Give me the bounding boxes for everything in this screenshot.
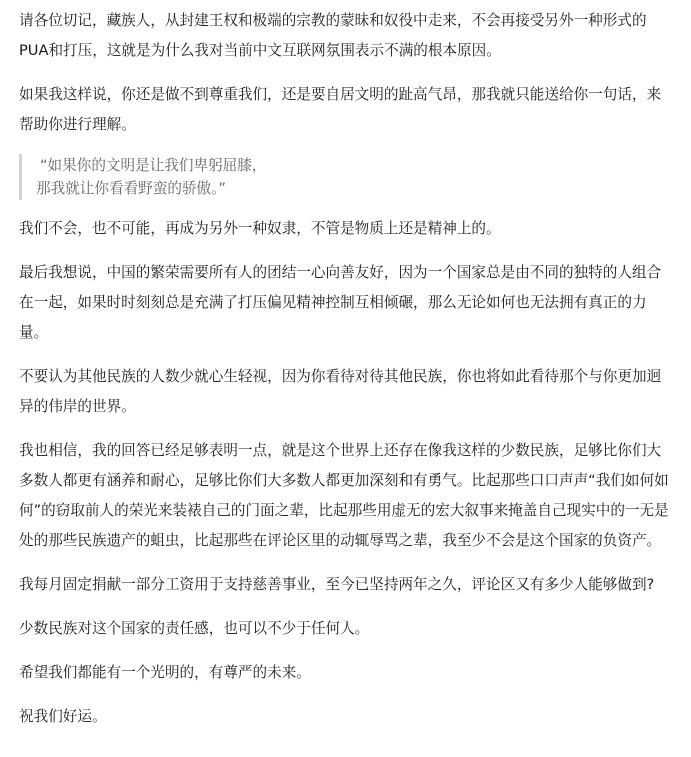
- quote-line: “如果你的文明是让我们卑躬屈膝，: [40, 157, 267, 174]
- paragraph: 我也相信，我的回答已经足够表明一点，就是这个世界上还存在像我这样的少数民族，足够比你们大多数人都更有涵养和耐心，足够比你们大多数人都更加深刻和有勇气。比起那些口口声声“我们如何如何”的窃取前人的荣光来装裱自己的门面之辈，比起那些用虚无的宏大叙事来掩盖自己现实中的一无是处的那些民族遗产的蛆虫，比起那些在评论区里的动辄辱骂之辈，我至少不会是这个国家的负资产。: [19, 442, 669, 549]
- blockquote: [19, 154, 671, 200]
- paragraph-closing: 祝我们好运。: [19, 708, 107, 725]
- paragraph-lead-in: 如果我这样说，你还是做不到尊重我们，还是要自居文明的趾高气昂，那我就只能送给你一句话，来帮助你进行理解。: [19, 86, 662, 133]
- paragraph-intro: 请各位切记，藏族人，从封建王权和极端的宗教的蒙昧和奴役中走来，不会再接受另外一种形式的PUA和打压，这就是为什么我对当前中文互联网氛围表示不满的根本原因。: [19, 12, 647, 59]
- paragraph: 少数民族对这个国家的责任感，也可以不少于任何人。: [19, 620, 370, 637]
- paragraph: 不要认为其他民族的人数少就心生轻视，因为你看待对待其他民族，你也将如此看待那个与你更加迥异的伟岸的世界。: [19, 368, 662, 415]
- paragraph: 我每月固定捐献一部分工资用于支持慈善事业，至今已坚持两年之久，评论区又有多少人能够做到?: [19, 576, 655, 593]
- paragraph: 希望我们都能有一个光明的，有尊严的未来。: [19, 664, 311, 681]
- quote-line: 那我就让你看看野蛮的骄傲。”: [36, 180, 226, 197]
- paragraph: 最后我想说，中国的繁荣需要所有人的团结一心向善友好，因为一个国家总是由不同的独特的人组合在一起，如果时时刻刻总是充满了打压偏见精神控制互相倾碾，那么无论如何也无法拥有真正的力量。: [19, 264, 662, 341]
- paragraph: 我们不会，也不可能，再成为另外一种奴隶，不管是物质上还是精神上的。: [19, 220, 501, 237]
